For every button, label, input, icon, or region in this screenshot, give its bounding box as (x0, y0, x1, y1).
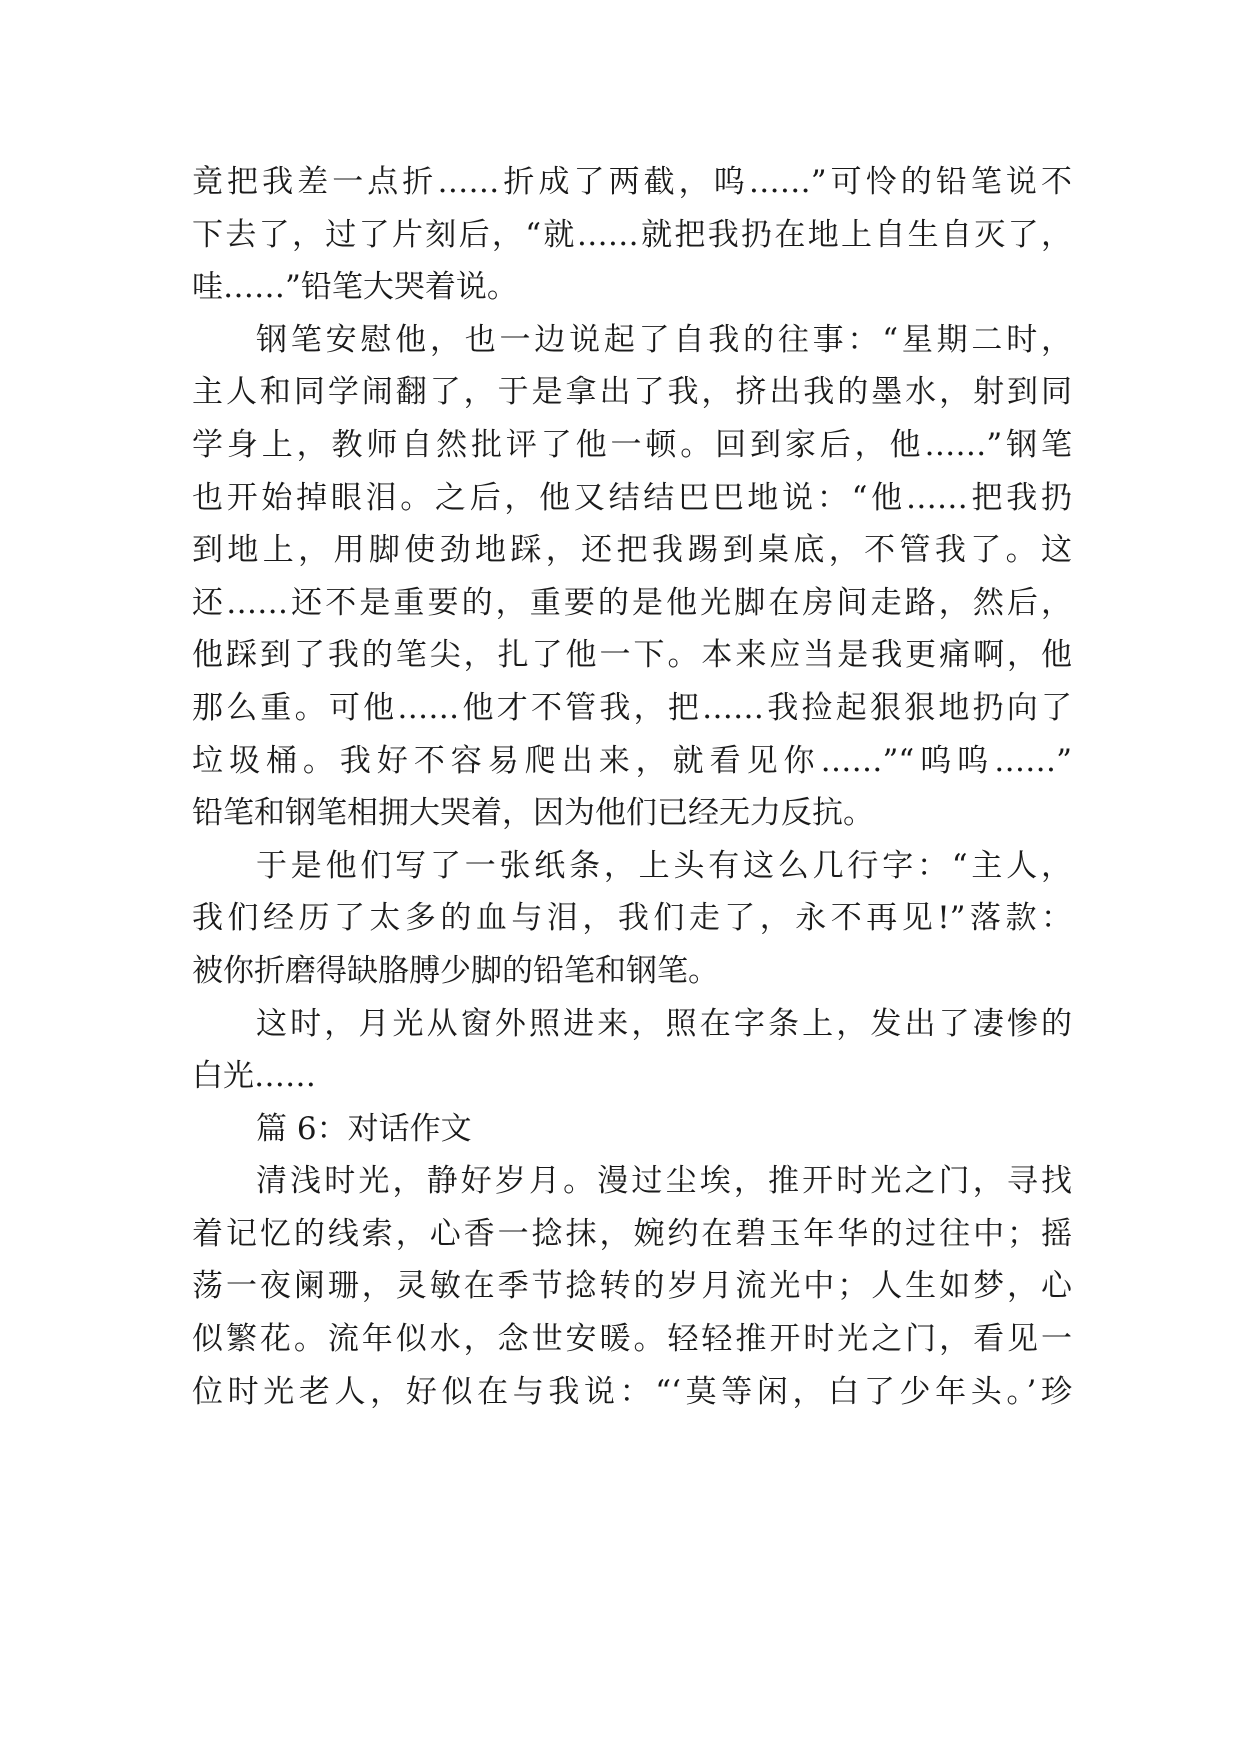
text-line: 学身上，教师自然批评了他一顿。回到家后，他……”钢笔 (192, 426, 1072, 463)
text-line: 哇……”铅笔大哭着说。 (192, 269, 518, 306)
text-line: 白光…… (192, 1058, 316, 1095)
paragraph-first-line: 钢笔安慰他，也一边说起了自我的往事：“星期二时， (256, 321, 1072, 358)
paragraph-first-line: 清浅时光，静好岁月。漫过尘埃，推开时光之门，寻找 (256, 1163, 1072, 1200)
paragraph-first-line: 这时，月光从窗外照进来，照在字条上，发出了凄惨的 (256, 1005, 1072, 1042)
text-line: 被你折磨得缺胳膊少脚的铅笔和钢笔。 (192, 952, 719, 989)
text-line: 他踩到了我的笔尖，扎了他一下。本来应当是我更痛啊，他 (192, 637, 1072, 674)
text-line: 位时光老人，好似在与我说：“‘莫等闲，白了少年头。’珍 (192, 1373, 1072, 1410)
text-line: 那么重。可他……他才不管我，把……我捡起狠狠地扔向了 (192, 689, 1072, 726)
text-line: 垃圾桶。我好不容易爬出来，就看见你……”“呜呜……” (192, 742, 1072, 779)
text-line: 荡一夜阑珊，灵敏在季节捻转的岁月流光中；人生如梦，心 (192, 1268, 1072, 1305)
text-line: 到地上，用脚使劲地踩，还把我踢到桌底，不管我了。这 (192, 532, 1072, 569)
paragraph-first-line: 于是他们写了一张纸条，上头有这么几行字：“主人， (256, 847, 1072, 884)
document-body (192, 156, 1072, 1418)
text-line: 似繁花。流年似水，念世安暖。轻轻推开时光之门，看见一 (192, 1321, 1072, 1358)
text-line: 下去了，过了片刻后，“就……就把我扔在地上自生自灭了， (192, 216, 1072, 253)
text-line: 我们经历了太多的血与泪，我们走了，永不再见!”落款： (192, 900, 1072, 937)
text-line: 也开始掉眼泪。之后，他又结结巴巴地说：“他……把我扔 (192, 479, 1072, 516)
text-line: 主人和同学闹翻了，于是拿出了我，挤出我的墨水，射到同 (192, 374, 1072, 411)
text-line: 铅笔和钢笔相拥大哭着，因为他们已经无力反抗。 (192, 795, 874, 832)
paragraph-first-line: 篇 6：对话作文 (256, 1110, 472, 1147)
text-line: 还……还不是重要的，重要的是他光脚在房间走路，然后， (192, 584, 1072, 621)
text-line: 着记忆的线索，心香一捻抹，婉约在碧玉年华的过往中；摇 (192, 1215, 1072, 1252)
text-line: 竟把我差一点折……折成了两截，呜……”可怜的铅笔说不 (192, 164, 1072, 200)
